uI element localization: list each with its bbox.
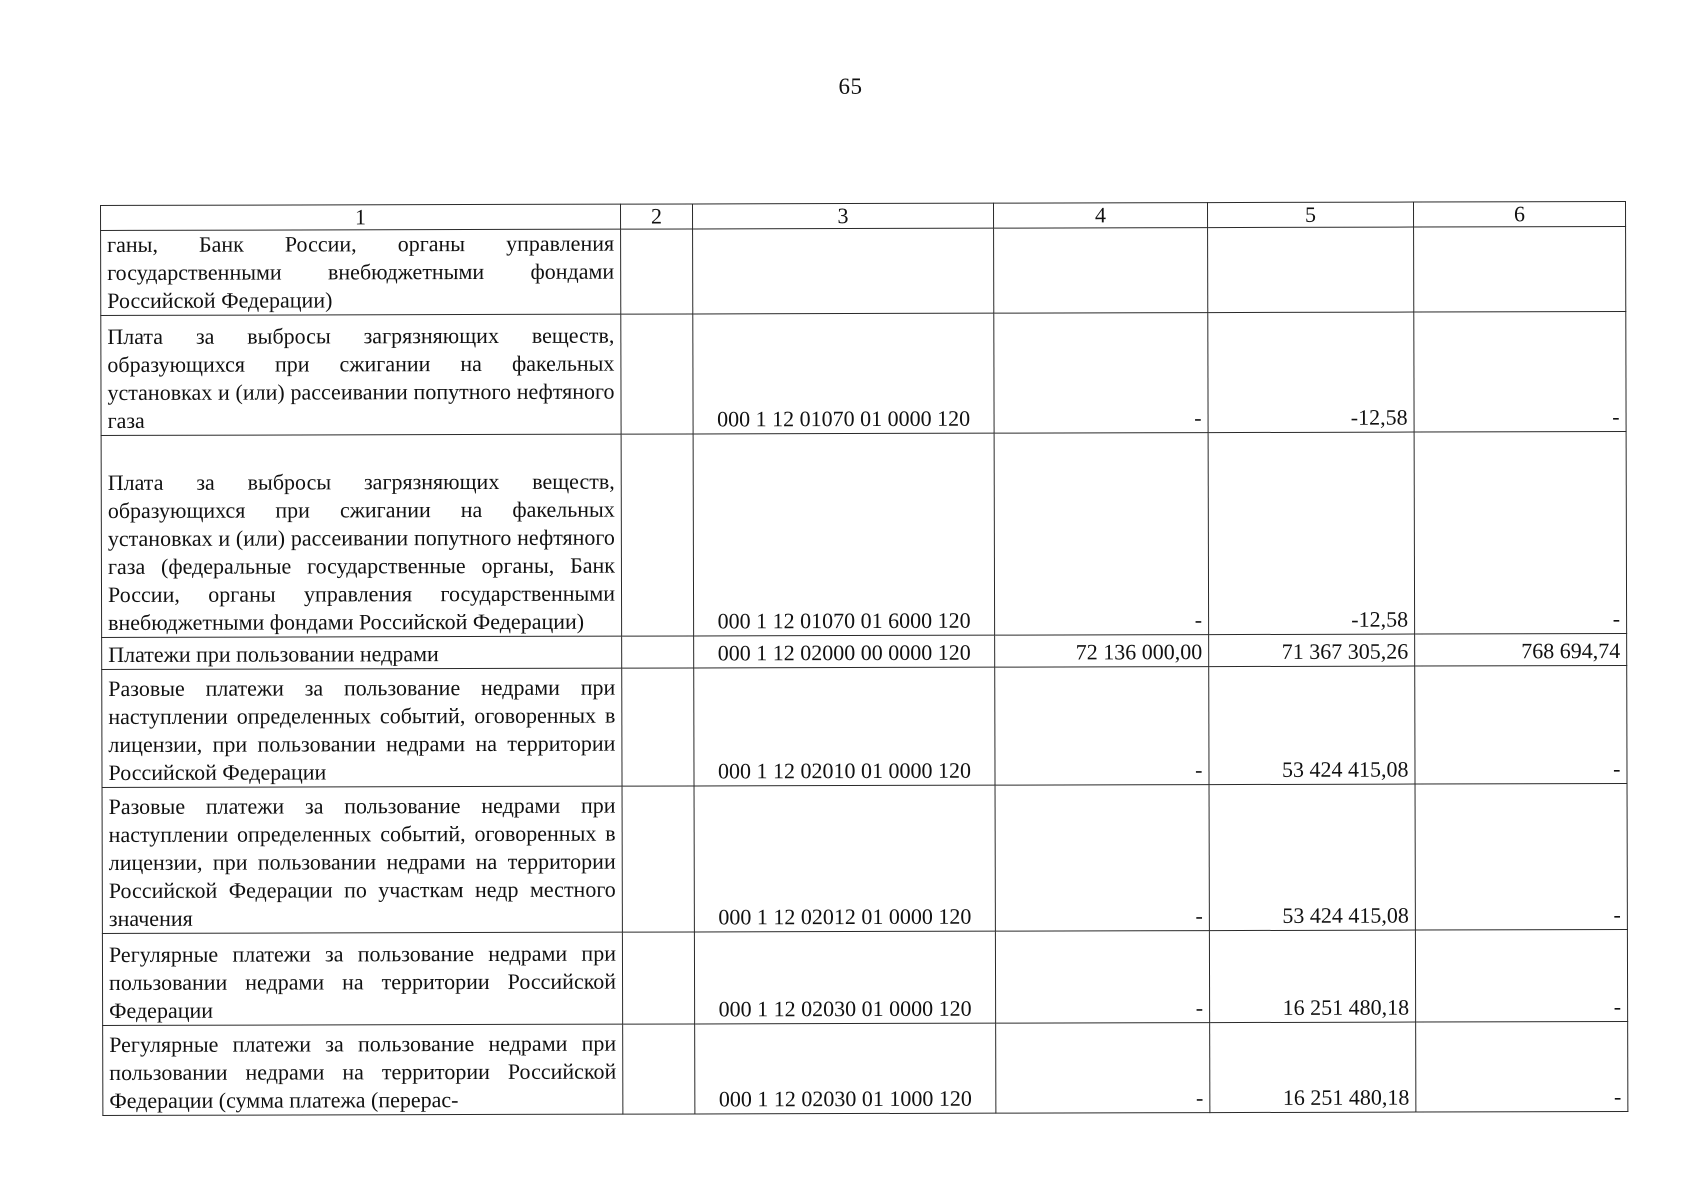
row-col5: -12,58 — [1208, 312, 1414, 433]
budget-table-container — [100, 201, 1627, 1116]
table-row — [102, 930, 1627, 1026]
row-col5 — [1208, 227, 1414, 313]
row-code: 000 1 12 02000 00 0000 120 — [694, 635, 995, 668]
row-col5: 71 367 305,26 — [1209, 634, 1415, 667]
row-col2 — [622, 932, 694, 1024]
page-number: 65 — [838, 74, 863, 99]
table-row — [102, 634, 1627, 670]
budget-table — [100, 201, 1628, 1116]
row-col6: - — [1415, 784, 1627, 931]
row-description: ганы, Банк России, органы управления государственными внебюджетными фондами Российской Федерации) — [101, 229, 621, 315]
row-col4: - — [995, 931, 1209, 1024]
row-description: Регулярные платежи за пользование недрами при пользовании недрами на территории Российской Федерации (сумма платежа (перерас- — [103, 1024, 623, 1115]
table-row — [101, 227, 1626, 316]
table-row — [102, 666, 1627, 788]
row-code: 000 1 12 02012 01 0000 120 — [694, 785, 995, 932]
header-col-3: 3 — [692, 203, 993, 229]
row-col2 — [622, 668, 694, 786]
row-col6: - — [1414, 432, 1627, 635]
row-col4: 72 136 000,00 — [995, 635, 1209, 668]
row-col2 — [622, 636, 694, 668]
row-description: Разовые платежи за пользование недрами при наступлении определенных событий, оговоренных в лицензии, при пользовании недрами на территории Российской Федерации по участкам недр местного значения — [102, 786, 622, 933]
row-col4: - — [995, 667, 1209, 786]
row-col6: 768 694,74 — [1415, 634, 1627, 667]
table-row — [101, 312, 1626, 436]
header-col-5: 5 — [1207, 202, 1413, 228]
header-col-4: 4 — [993, 203, 1207, 229]
row-code: 000 1 12 01070 01 6000 120 — [693, 433, 995, 636]
table-row — [102, 784, 1627, 934]
header-col-6: 6 — [1413, 202, 1625, 228]
row-col2 — [621, 314, 693, 434]
row-code — [693, 228, 994, 314]
header-col-1: 1 — [101, 204, 621, 230]
row-code: 000 1 12 02010 01 0000 120 — [694, 667, 995, 786]
row-col6: - — [1416, 1022, 1628, 1113]
table-row — [101, 432, 1627, 638]
row-description: Регулярные платежи за пользование недрами при пользовании недрами на территории Российской Федерации — [102, 932, 622, 1025]
row-col6: - — [1415, 666, 1627, 785]
row-col4 — [994, 228, 1208, 314]
row-col6 — [1414, 227, 1626, 313]
row-col4: - — [996, 1023, 1210, 1114]
header-col-2: 2 — [620, 204, 692, 229]
row-code: 000 1 12 02030 01 1000 120 — [695, 1023, 996, 1114]
row-col2 — [621, 229, 693, 314]
row-description: Разовые платежи за пользование недрами при наступлении определенных событий, оговоренных в лицензии, при пользовании недрами на территории Российской Федерации — [102, 668, 622, 787]
row-col2 — [622, 786, 694, 932]
row-col5: 16 251 480,18 — [1209, 930, 1415, 1023]
row-col4: - — [994, 313, 1208, 434]
row-description: Платежи при пользовании недрами — [102, 636, 622, 669]
row-col4: - — [995, 785, 1209, 932]
table-row — [103, 1022, 1628, 1116]
row-col2 — [623, 1024, 695, 1114]
row-col4: - — [994, 433, 1209, 636]
row-code: 000 1 12 01070 01 0000 120 — [693, 313, 994, 434]
row-col5: 16 251 480,18 — [1210, 1022, 1416, 1113]
row-col6: - — [1414, 312, 1626, 433]
row-col5: 53 424 415,08 — [1209, 666, 1415, 785]
row-col5: 53 424 415,08 — [1209, 784, 1415, 931]
row-description: Плата за выбросы загрязняющих веществ, образующихся при сжигании на факельных установках и (или) рассеивании попутного нефтяного газа (федеральные государственные органы, Банк России, органы управления государственными внебюджетными фондами Российской Федерации) — [101, 434, 622, 637]
row-col6: - — [1415, 930, 1627, 1023]
row-col2 — [621, 434, 694, 636]
row-col5: -12,58 — [1208, 432, 1415, 635]
row-code: 000 1 12 02030 01 0000 120 — [694, 931, 995, 1024]
row-description: Плата за выбросы загрязняющих веществ, образующихся при сжигании на факельных установках и (или) рассеивании попутного нефтяного газа — [101, 314, 621, 435]
